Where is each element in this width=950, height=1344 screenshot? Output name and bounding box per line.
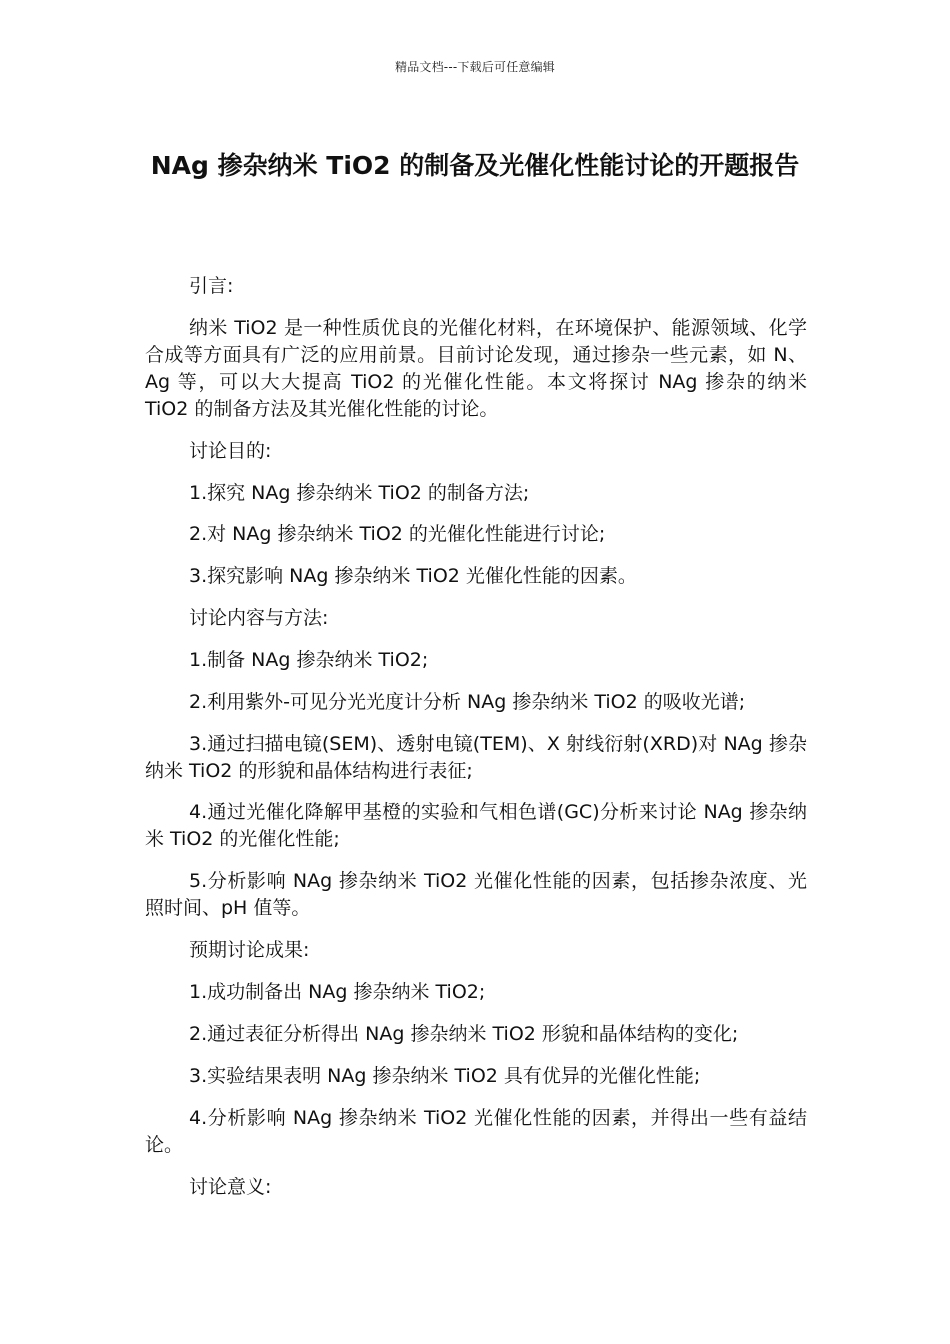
list-item: 1.成功制备出 NAg 掺杂纳米 TiO2; <box>189 981 486 1003</box>
list-item: 2.利用紫外-可见分光光度计分析 NAg 掺杂纳米 TiO2 的吸收光谱; <box>189 691 746 713</box>
header-note: 精品文档---下载后可任意编辑 <box>395 60 555 74</box>
list-item: 2.对 NAg 掺杂纳米 TiO2 的光催化性能进行讨论; <box>189 523 606 545</box>
list-item: 4.通过光催化降解甲基橙的实验和气相色谱(GC)分析来讨论 NAg 掺杂纳米 TiO2 的光催化性能; <box>145 801 807 850</box>
paragraph: 纳米 TiO2 是一种性质优良的光催化材料，在环境保护、能源领域、化学合成等方面具有广泛的应用前景。目前讨论发现，通过掺杂一些元素，如 N、Ag 等，可以大大提高 TiO2 的光催化性能。本文将探讨 NAg 掺杂的纳米 TiO2 的制备方法及其光催化性能的讨论。 <box>145 317 807 420</box>
paragraph: 讨论目的: <box>189 440 272 462</box>
paragraph: 讨论意义: <box>189 1176 272 1198</box>
list-item: 1.探究 NAg 掺杂纳米 TiO2 的制备方法; <box>189 482 530 504</box>
list-item: 2.通过表征分析得出 NAg 掺杂纳米 TiO2 形貌和晶体结构的变化; <box>189 1023 739 1045</box>
list-item: 1.制备 NAg 掺杂纳米 TiO2; <box>189 649 429 671</box>
list-item: 4.分析影响 NAg 掺杂纳米 TiO2 光催化性能的因素，并得出一些有益结论。 <box>145 1107 807 1156</box>
list-item: 5.分析影响 NAg 掺杂纳米 TiO2 光催化性能的因素，包括掺杂浓度、光照时间、pH 值等。 <box>145 870 807 919</box>
list-item: 3.通过扫描电镜(SEM)、透射电镜(TEM)、X 射线衍射(XRD)对 NAg 掺杂纳米 TiO2 的形貌和晶体结构进行表征; <box>145 733 807 782</box>
paragraph: 讨论内容与方法: <box>189 607 329 629</box>
paragraph: 引言: <box>189 275 234 297</box>
list-item: 3.探究影响 NAg 掺杂纳米 TiO2 光催化性能的因素。 <box>189 565 637 587</box>
paragraph: 预期讨论成果: <box>189 939 310 961</box>
document-title: NAg 掺杂纳米 TiO2 的制备及光催化性能讨论的开题报告 <box>150 151 800 180</box>
list-item: 3.实验结果表明 NAg 掺杂纳米 TiO2 具有优异的光催化性能; <box>189 1065 701 1087</box>
